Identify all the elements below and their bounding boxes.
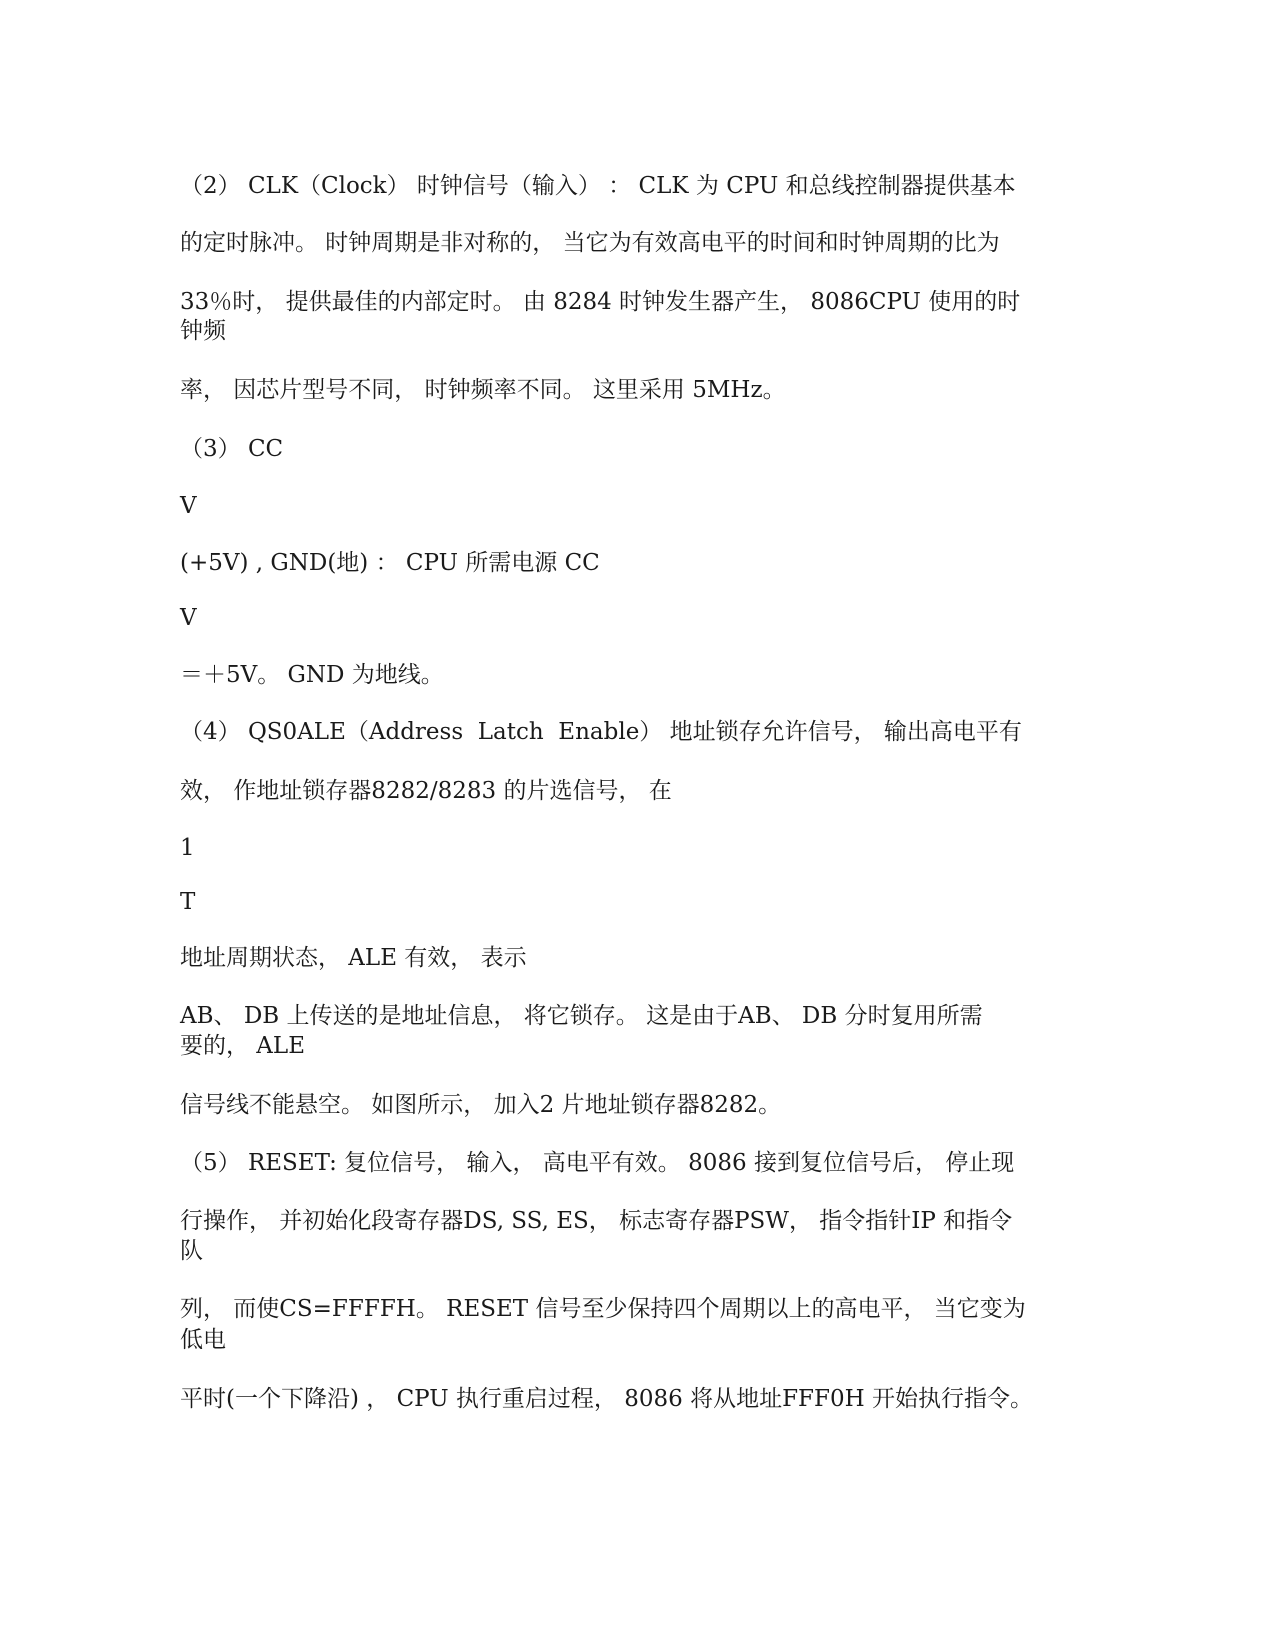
text-line-vcc-1: （3） CC [180, 436, 284, 462]
text-line-clk-2: 的定时脉冲。 时钟周期是非对称的， 当它为有效高电平的时间和时钟周期的比为 [180, 230, 1000, 256]
text-line-clk-4: 钟频 [180, 318, 226, 344]
text-line-clk-3: 33％时， 提供最佳的内部定时。 由 8284 时钟发生器产生， 8086CPU 使用的时 [180, 289, 1021, 315]
text-line-reset-1: （5） RESET: 复位信号， 输入， 高电平有效。 8086 接到复位信号后， 停止现 [180, 1150, 1015, 1176]
text-line-clk-1: （2） CLK（Clock） 时钟信号（输入） ： CLK 为 CPU 和总线控制器提供基本 [180, 173, 1016, 199]
text-line-reset-5: 低电 [180, 1327, 226, 1353]
text-line-reset-2: 行操作， 并初始化段寄存器DS, SS, ES， 标志寄存器PSW， 指令指针IP 和指令 [180, 1208, 1013, 1234]
text-line-vcc-4: V [180, 605, 197, 631]
text-line-reset-6: 平时(一个下降沿) ， CPU 执行重启过程， 8086 将从地址FFF0H 开始执行指令。 [180, 1386, 1033, 1412]
text-line-ale-8: 信号线不能悬空。 如图所示， 加入2 片地址锁存器8282。 [180, 1092, 782, 1118]
text-line-vcc-3: (+5V) , GND(地) ： CPU 所需电源 CC [180, 550, 600, 576]
text-line-ale-3: 1 [180, 835, 195, 861]
text-line-vcc-2: V [180, 493, 197, 519]
text-line-ale-1: （4） QS0ALE（Address Latch Enable） 地址锁存允许信号， 输出高电平有 [180, 719, 1022, 745]
text-line-ale-2: 效， 作地址锁存器8282/8283 的片选信号， 在 [180, 778, 672, 804]
text-line-ale-4: T [180, 889, 196, 915]
text-line-vcc-5: ＝＋5V。 GND 为地线。 [180, 662, 444, 688]
text-line-reset-3: 队 [180, 1238, 203, 1264]
text-line-ale-6: AB、 DB 上传送的是地址信息， 将它锁存。 这是由于AB、 DB 分时复用所需 [180, 1003, 983, 1029]
text-line-reset-4: 列， 而使CS=FFFFH。 RESET 信号至少保持四个周期以上的高电平， 当它变为 [180, 1296, 1026, 1322]
text-line-ale-5: 地址周期状态， ALE 有效， 表示 [180, 945, 527, 971]
text-line-ale-7: 要的， ALE [180, 1033, 305, 1059]
text-line-clk-5: 率， 因芯片型号不同， 时钟频率不同。 这里采用 5MHz。 [180, 377, 786, 403]
